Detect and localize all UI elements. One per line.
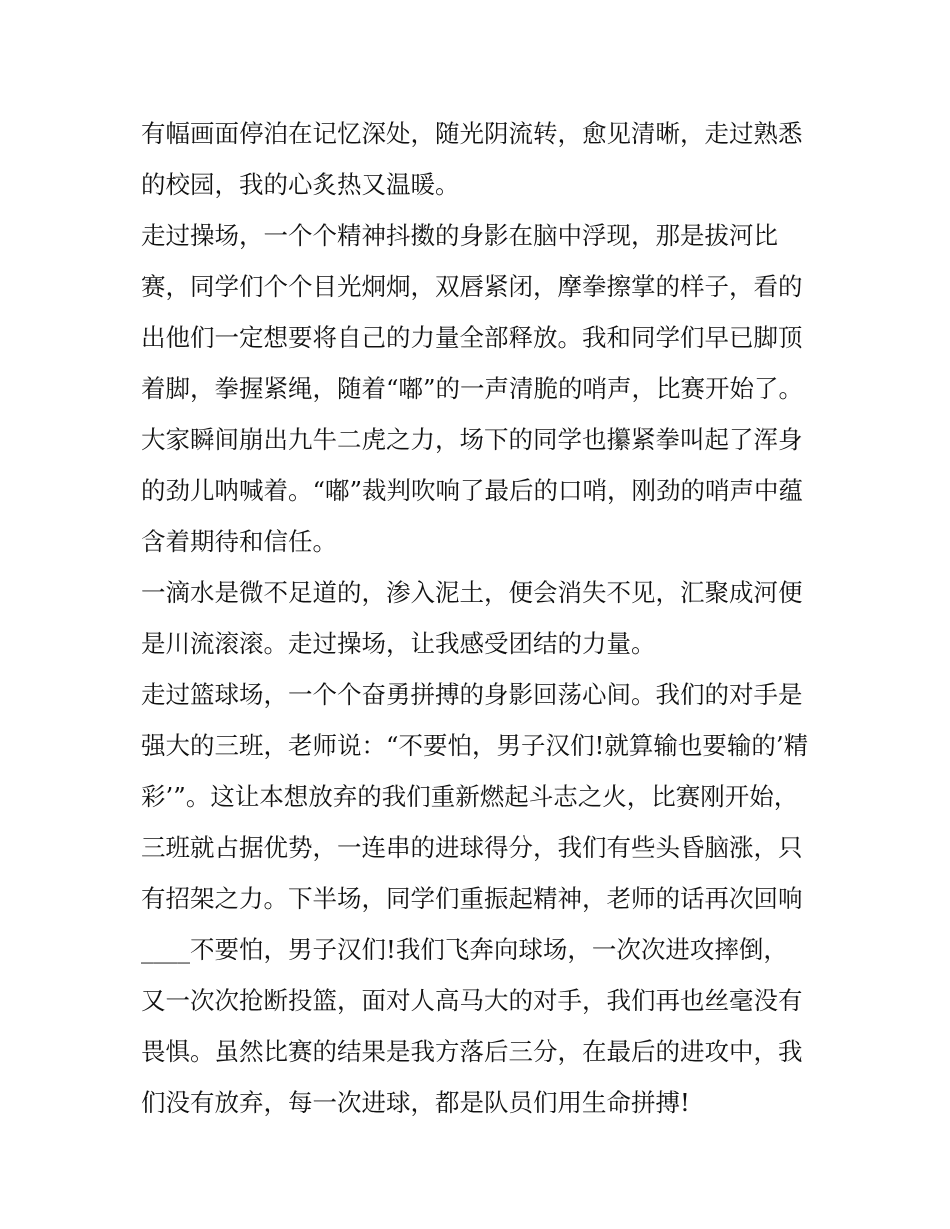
text-line-2: 的校园，我的心炙热又温暖。: [141, 170, 460, 199]
text-line-3: 走过操场，一个个精神抖擞的身影在脑中浮现，那是拔河比: [141, 221, 778, 250]
essay-text: [141, 108, 821, 1128]
text-line-4: 赛，同学们个个目光炯炯，双唇紧闭，摩拳擦掌的样子，看的: [141, 272, 803, 301]
text-line-15: 三班就占据优势，一连串的进球得分，我们有些头昏脑涨，只: [141, 833, 803, 862]
text-line-7: 大家瞬间崩出九牛二虎之力，场下的同学也攥紧拳叫起了浑身: [141, 425, 803, 454]
text-line-18: 又一次次抢断投篮，面对人高马大的对手，我们再也丝毫没有: [141, 986, 803, 1015]
text-line-5: 出他们一定想要将自己的力量全部释放。我和同学们早已脚顶: [141, 323, 803, 352]
text-line-16: 有招架之力。下半场，同学们重振起精神，老师的话再次回响: [141, 884, 803, 913]
text-line-1: 有幅画面停泊在记忆深处，随光阴流转，愈见清晰，走过熟悉: [141, 119, 803, 148]
text-line-17: ____不要怕，男子汉们!我们飞奔向球场，一次次进攻摔倒，: [141, 935, 788, 964]
text-line-10: 一滴水是微不足道的，渗入泥土，便会消失不见，汇聚成河便: [141, 578, 803, 607]
text-line-20: 们没有放弃，每一次进球，都是队员们用生命拼搏!: [141, 1088, 690, 1117]
text-line-9: 含着期待和信任。: [141, 527, 337, 556]
text-line-6: 着脚，拳握紧绳，随着“嘟”的一声清脆的哨声，比赛开始了。: [141, 374, 804, 403]
text-line-12: 走过篮球场，一个个奋勇拼搏的身影回荡心间。我们的对手是: [141, 680, 803, 709]
text-line-8: 的劲儿呐喊着。“嘟”裁判吹响了最后的口哨，刚劲的哨声中蕴: [141, 476, 804, 505]
text-line-19: 畏惧。虽然比赛的结果是我方落后三分，在最后的进攻中，我: [141, 1037, 803, 1066]
text-line-14: 彩’”。这让本想放弃的我们重新燃起斗志之火，比赛刚开始，: [141, 782, 799, 811]
text-line-13: 强大的三班，老师说：“不要怕，男子汉们!就算输也要输的’精: [141, 731, 809, 760]
text-line-11: 是川流滚滚。走过操场，让我感受团结的力量。: [141, 629, 656, 658]
